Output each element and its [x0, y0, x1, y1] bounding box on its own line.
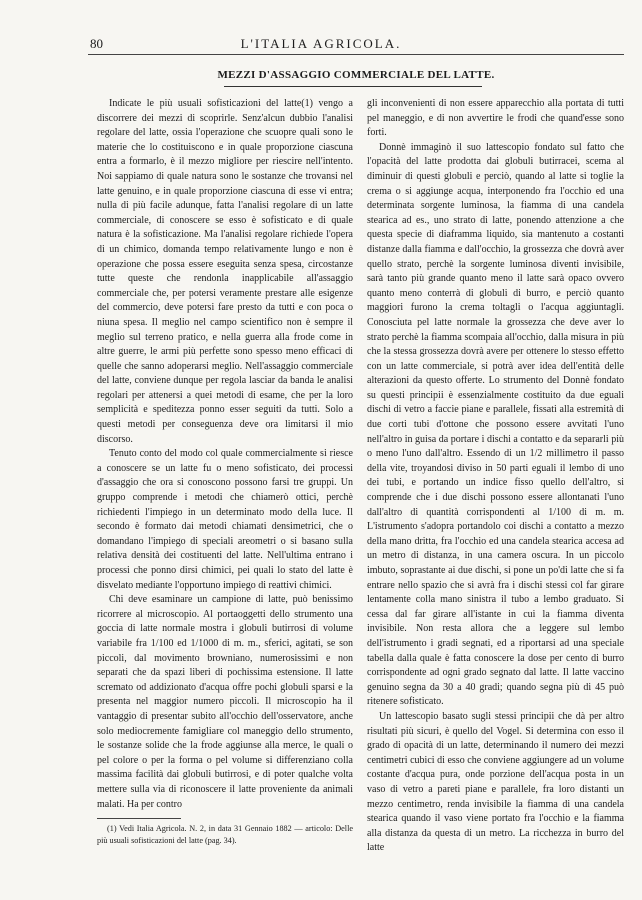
- footnote-rule: [97, 818, 181, 819]
- article-title: MEZZI D'ASSAGGIO COMMERCIALE DEL LATTE.: [217, 69, 495, 81]
- paragraph: Chi deve esaminare un campione di latte, può benissimo ricorrere al microscopio. Al portaoggetti dello strumento una goccia di latte normale mostra i globuli butirrosi di volume variabile fra 1/100 ed 1/1000 di m. m., sferici, agitati, se son piccoli, dal movimento browniano, numerosissimi e non separati che da spazi liberi di pochissima estensione. Il latte scremato od addizionato d'acqua offre pochi globuli sparsi e la presenta nel maggior numero piccoli. Il microscopio ha il vantaggio di presentar subito all'occhio dell'osservatore, anche solo mediocremente famigliare col maneggio dello strumento, le sostanze solide che la frode aggiunse alla merce, le quali o pel colore o per la forma o pel volume si differenziano colla massima facilità dai globuli butirrosi, e di poter qualche volta mettere sulla via di riconoscere il latte proveniente da animali malati. Ha per contro: [97, 594, 353, 810]
- paragraph: Tenuto conto del modo col quale commercialmente si riesce a conoscere se un latte fu o meno sofisticato, dei processi d'assaggio che ora si conoscono possono farsi tre gruppi. Un gruppo comprende i metodi che chiamerò ottici, perchè richiedenti l'impiego in un determinato modo della luce. Il secondo è formato dai metodi chiamati densimetrici, che o domandano l'impiego di speciali areometri o si basano sulla relativa densità dei costituenti del latte. Nell'ultima entrano i processi che ponno dirsi chimici, pei quali lo stato del latte è disvelato mediante l'opportuno impiego di reattivi chimici.: [97, 448, 353, 591]
- paragraph: Un lattescopio basato sugli stessi principii che dà per altro risultati più sicuri, è quello del Vogel. Si determina con esso il grado di opacità di un latte, determinando il numero dei mezzi centimetri cubici di esso che conviene aggiungere ad un volume costante d'acqua pura, onde porzione dell'acqua posta in un vaso di vetro a pareti piane e parallele, fra loro distanti un mezzo centimetro, renda invisibile la fiamma di una candela stearica quando il vaso viene portato fra l'occhio e la fiamma alla distanza da questa di un metro. La ricchezza in burro del latte: [367, 710, 624, 854]
- header-rule: [88, 54, 624, 55]
- title-rule: [224, 86, 482, 87]
- running-title: L'ITALIA AGRICOLA.: [240, 36, 402, 51]
- paragraph: Indicate le più usuali sofisticazioni del latte(1) vengo a discorrere dei mezzi di scoprirle. Senz'alcun dubbio l'analisi regolare del latte, ossia l'operazione che scuopre quali sono le materie che lo costituiscono e in quale proporzione ciascuna entra a formarlo, è il mezzo migliore per riescire nell'intento. Noi sappiamo di quale natura sono le sostanze che trovansi nel latte genuino, e in quale proporzione ciascuna di esse vi entra; nulla di più facile adunque, fatta l'analisi regolare di un latte commerciale, di conoscere se esso è sofisticato e di quale natura è la sofisticazione. Ma l'analisi regolare richiede l'opera di un chimico, domanda tempo relativamente lungo e non è operazione che possa essere eseguita senza spesa, circostanze tutte queste che rendonla inapplicabile all'assaggio commerciale che, per potersi veramente prestare alle esigenze del commercio, deve potersi fare presto da tutti e con poca o niuna spesa. Il meglio nel campo scientifico non è sempre il meglio sul terreno pratico, e nella guerra alla frode come in altre guerre, le armi più perfette sono spesso meno efficaci di quelle che sanno adoperarsi meglio. Nell'assaggio commerciale del latte, conviene dunque per regola lasciar da banda le analisi regolari per attenersi a quei metodi di esame, che per la loro semplicità e speditezza ponno esser seguiti da tutti. Solo a questi metodi per conseguenza deve ora limitarsi il mio discorso.: [97, 98, 353, 445]
- footnote: [97, 823, 353, 847]
- footnote-text: (1) Vedi Italia Agricola. N. 2, in data 31 Gennaio 1882 — articolo: Delle più usuali sofisticazioni del latte (pag. 34).: [97, 824, 353, 845]
- page-number: 80: [90, 36, 103, 51]
- right-column: [367, 97, 624, 856]
- paragraph: Donnè immaginò il suo lattescopio fondato sul fatto che l'opacità del latte prodotta dai globuli butirracei, scema al diminuir di questi globuli e perciò, quando al latte si toglie la crema o si aggiunge acqua, interponendo fra l'occhio ed una determinata sorgente luminosa, la fiamma di una candela stearica ad es., uno strato di latte, ponendo attenzione a che questa specie di diaframma liquido, sia mantenuto a costanti distanze dalla fiamma e dall'occhio, la grossezza che dovrà aver quello strato, perchè la sorgente luminosa diventi invisibile, sarà tanto più grande quanto meno il latte sarà opaco ovvero quanto meno conterrà di globuli di burro, e perciò quanto maggiori furono la crema toltagli o l'acqua aggiuntagli. Conosciuta pel latte normale la grossezza che deve aver lo strato perchè la fiamma scompaia all'occhio, dalla misura in più che la stessa grossezza dovrà avere per ottenere lo stesso effetto con un latte commerciale, si potrà aver idea dell'entità delle alterazioni da questo offerte. Lo strumento del Donnè fondato su questi principii è essenzialmente costituito da due eguali dischi di vetro a faccie piane e parallele, fissati alla estremità di due corti tubi d'ottone che possono essere avvitati l'uno nell'altro in guisa da portare i dischi a contatto e da separarli più o meno l'uno dall'altro. Essendo di un 1/2 millimetro il passo della vite, troyandosi diviso in 50 parti eguali il lembo di uno dei tubi, e portando un indice fisso quello dell'altro, si comprende che i due dischi possono essere allontanati l'uno dall'altro di quantità corrispondenti al 1/100 di m. m. L'istrumento s'adopra portandolo coi dischi a contatto a mezzo della mano dritta, fra l'occhio ed una candela stearica accesa ad un metro di distanza, in una camera oscura. In un piccolo imbuto, soprastante ai due dischi, si pone un po'di latte che si fa entrare nello spazio che si avrà fra i dischi stessi col far girare lentamente colla mano sinistra il tubo a lembo graduato. Si cessa dal far girare all'istante in cui la fiamma diventa invisibile. Non resta allora che a leggere sul lembo dell'istrumento i gradi segnati, ed a riportarsi ad una speciale tabella dalla quale è fatta conoscere la dose per cento di burro corrispondente ad ogni grado segnato dal latte. Il latte vaccino genuino segna da 30 a 40 gradi; quando segna più di 45 può ritenere sofisticato.: [367, 141, 624, 708]
- left-column: [97, 97, 353, 812]
- paragraph: gli inconvenienti di non essere apparecchio alla portata di tutti pel maneggio, e di non avvertire le frodi che quand'esse sono forti.: [367, 98, 624, 139]
